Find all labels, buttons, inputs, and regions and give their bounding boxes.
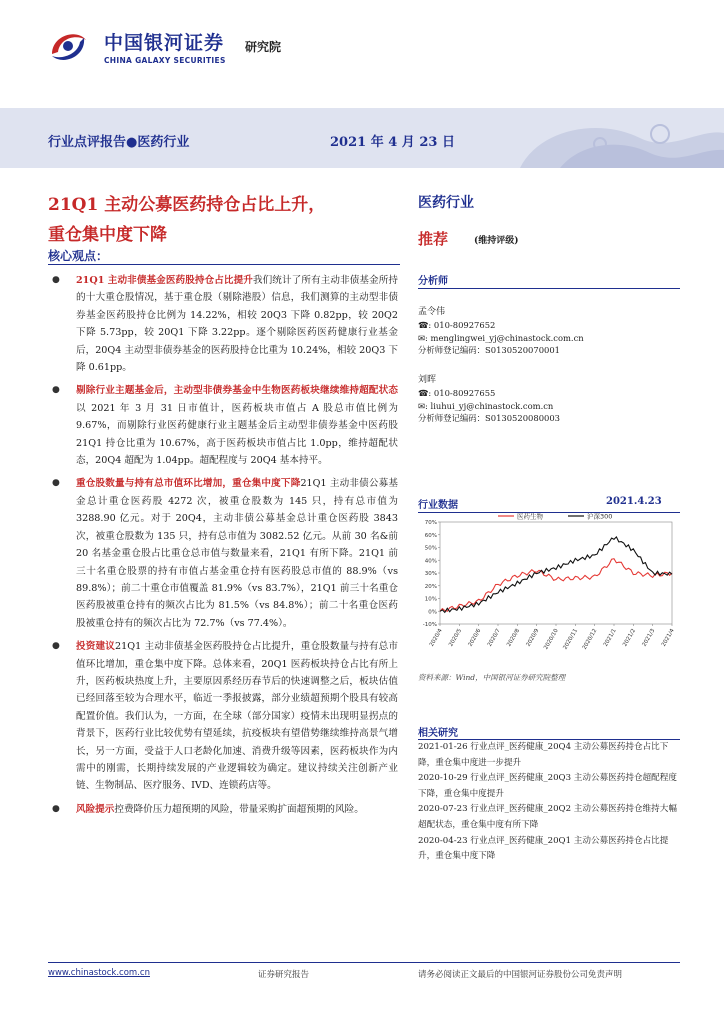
brand-name-cn: 中国银河证券 xyxy=(104,32,225,54)
bullet-body: 以 2021 年 3 月 31 日市值计，医药板块市值占 A 股总市值比例为 9.67%，而剔除行业医药健康行业主题基金后主动型非债券基金中医药股 21Q1 持仓比重为 10.67%，高于医药板块市值占比 1.0pp，维持超配状态，20Q4 超配为 1.04pp。超配程度与 20Q4 基本持平。 xyxy=(76,402,398,467)
x-tick-label: 2021/1 xyxy=(602,628,618,648)
institute-label: 研究院 xyxy=(245,40,282,54)
research-item[interactable]: 2020-10-29 行业点评_医药健康_20Q3 主动公募医药持仓超配程度下降，重仓集中度提升 xyxy=(418,773,677,799)
x-tick-label: 2020/11 xyxy=(562,628,580,651)
x-tick-label: 2020/7 xyxy=(486,628,502,648)
galaxy-logo-icon xyxy=(46,24,90,68)
bullet-item xyxy=(48,475,398,632)
report-title xyxy=(48,190,325,250)
industry-data-date: 2021.4.23 xyxy=(606,496,662,507)
footer-divider xyxy=(48,962,680,963)
series-line-csi300 xyxy=(440,537,672,613)
footer-disclaimer: 请务必阅读正文最后的中国银河证券股份公司免责声明 xyxy=(418,970,623,980)
report-title-line2: 重仓集中度下降 xyxy=(48,225,167,245)
industry-line-chart xyxy=(418,508,680,666)
legend-label: 沪深300 xyxy=(587,512,613,521)
footer-doc-type: 证券研究报告 xyxy=(258,970,310,980)
bullet-item xyxy=(48,801,398,818)
y-tick-label: 40% xyxy=(424,558,437,565)
y-tick-label: 0% xyxy=(428,609,437,616)
bullet-body: 21Q1 主动非债基金医药股持仓占比提升，重仓股数量与持有总市值环比增加，重仓集中度下降。总体来看，20Q1 医药板块持仓占比有所上升，医药板块热度上升，主要原因系经历春节后的快速调整之后，板块估值已经回落至较为合理水平，临近一季报披露，部分业绩超预期个股具有较高配置价值。我们认为，一方面，在全球（部分国家）疫情未出现明显拐点的背景下，医药行业比较优势有望延续，抗疫板块有望借势继续维持高景气增长，另一方面，受益于人口老龄化加速、消费升级等因素，医药板块作为内需中的刚需，长期持续发展的产业逻辑较为确定。建议持续关注创新产业链、生物制品、医疗服务、IVD、连锁药店等。 xyxy=(76,641,399,792)
core-divider xyxy=(48,264,400,265)
rating-note: (维持评级) xyxy=(474,236,519,246)
x-tick-label: 2020/6 xyxy=(467,628,483,648)
analyst-card xyxy=(418,374,680,425)
y-tick-label: 70% xyxy=(424,520,437,526)
bullet-heading: 剔除行业主题基金后，主动型非债券基金中生物医药板块继续维持超配状态 xyxy=(76,385,398,397)
research-item[interactable]: 2020-04-23 行业点评_医药健康_20Q1 主动公募医药持仓占比提升，重仓集中度下降 xyxy=(418,835,669,862)
core-views-label: 核心观点： xyxy=(48,249,109,263)
phone-icon: ☎: xyxy=(418,387,434,398)
bullet-icon: ● xyxy=(52,803,60,814)
bullet-heading: 投资建议 xyxy=(76,641,116,653)
x-tick-label: 2021/2 xyxy=(622,628,638,648)
bullet-heading: 风险提示 xyxy=(76,803,115,815)
x-tick-label: 2021/3 xyxy=(641,628,657,648)
report-date: 2021 年 4 月 23 日 xyxy=(330,135,455,150)
y-tick-label: 10% xyxy=(424,596,437,603)
x-tick-label: 2020/9 xyxy=(525,628,541,648)
bullet-icon: ● xyxy=(52,275,60,285)
analyst-email[interactable]: liuhui_yj@chinastock.com.cn xyxy=(430,400,554,411)
bullet-heading: 21Q1 主动非债基金医药股持仓占比提升 xyxy=(76,275,253,286)
y-tick-label: 20% xyxy=(424,583,437,590)
x-tick-label: 2020/10 xyxy=(543,628,560,651)
brand-name-en: CHINA GALAXY SECURITIES xyxy=(104,56,226,65)
analyst-name: 刘晖 xyxy=(418,375,437,385)
analyst-email[interactable]: menglingwei_yj@chinastock.com.cn xyxy=(430,332,584,343)
phone-icon: ☎: xyxy=(418,319,434,330)
x-tick-label: 2020/4 xyxy=(428,628,444,648)
bullet-body: 我们统计了所有主动非债基金所持的十大重仓股情况，基于重仓股（剔除港股）信息，我们测算的主动型非债券基金医药股持仓比例为 14.22%，相较 20Q3 下降 0.82pp，较 20Q2 下降 5.73pp，较 20Q1 下降 3.22pp。逐个剔除医药医药健康行业基金后，20Q4 主动型非债券基金的医药股持仓比重为 10.24%，相较 20Q3 下降 0.61pp。 xyxy=(76,275,398,374)
analyst-phone: 010-80927652 xyxy=(433,319,496,330)
x-tick-label: 2021/4 xyxy=(660,628,676,648)
footer-website-link[interactable]: www.chinastock.com.cn xyxy=(48,968,150,978)
bullet-body: 21Q1 主动非债公募基金总计重仓医药股 4272 次，被重仓股数为 145 只，持有总市值为 3288.90 亿元。对于 20Q4，主动非债公募基金总计重仓医药股 3843 次，被重仓股数为 135 只，持有总市值为 3082.52 亿元。从前 30 名&前 20 名基金重仓股占比重仓总市值与数量来看，21Q1 有所下降。21Q1 前三十名重仓股票的持有市值占基金重仓持有医药股总市值的 88.9%（vs 89.8%）；前二十重仓市值覆盖 81.9%（vs 83.7%），21Q1 前三十名重仓医药股被重仓持有的频次占比为 81.5%（vs 84.8%）；前二十名重仓医药股被重仓持有的频次占比为 72.7%（vs 77.4%）。 xyxy=(76,478,398,629)
related-research-heading: 相关研究 xyxy=(418,728,458,739)
x-tick-label: 2020/12 xyxy=(581,628,599,651)
bullet-body: 控费降价压力超预期的风险，带量采购扩面超预期的风险。 xyxy=(114,803,364,815)
series-line-pharma xyxy=(440,559,672,612)
email-icon: ✉: xyxy=(418,400,431,411)
analyst-cert-label: 分析师登记编码： xyxy=(418,345,485,356)
legend-label: 医药生物 xyxy=(517,512,543,521)
email-icon: ✉: xyxy=(418,332,431,343)
analyst-cert: S0130520080003 xyxy=(485,413,561,424)
report-title-line1: 21Q1 主动公募医药持仓占比上升， xyxy=(48,195,326,215)
analyst-phone: 010-80927655 xyxy=(433,387,496,398)
sector-name: 医药行业 xyxy=(418,195,474,211)
bullet-icon: ● xyxy=(52,478,60,489)
bullet-item xyxy=(48,382,398,469)
y-tick-label: -10% xyxy=(422,622,437,628)
analyst-name: 孟令伟 xyxy=(418,307,446,317)
bullet-item xyxy=(48,638,398,795)
y-tick-label: 50% xyxy=(424,545,437,552)
bullet-heading: 重仓股数量与持有总市值环比增加，重仓集中度下降 xyxy=(76,478,301,490)
x-tick-label: 2020/8 xyxy=(506,628,522,648)
x-tick-label: 2020/5 xyxy=(448,628,464,648)
research-item[interactable]: 2021-01-26 行业点评_医药健康_20Q4 主动公募医药持仓占比下降，重仓集中度进一步提升 xyxy=(418,742,669,768)
y-tick-label: 60% xyxy=(424,532,437,539)
report-type: 行业点评报告●医药行业 xyxy=(48,135,190,150)
research-item[interactable]: 2020-07-23 行业点评_医药健康_20Q2 主动公募医药持仓维持大幅超配状态，重仓集中度有所下降 xyxy=(418,804,677,830)
rating-label: 推荐 xyxy=(418,230,449,248)
analyst-divider xyxy=(418,288,680,289)
industry-data-heading: 行业数据 xyxy=(418,500,458,511)
chart-source: 资料来源：Wind，中国银河证券研究院整理 xyxy=(418,673,566,682)
y-tick-label: 30% xyxy=(424,571,437,577)
bullet-icon: ● xyxy=(52,641,60,652)
related-research-list xyxy=(418,740,680,865)
analyst-cert-label: 分析师登记编码： xyxy=(418,413,485,424)
bullet-icon: ● xyxy=(52,385,60,396)
analyst-heading: 分析师 xyxy=(418,276,448,287)
analyst-card xyxy=(418,306,680,357)
analyst-cert: S0130520070001 xyxy=(485,345,561,356)
bullet-item xyxy=(48,272,398,376)
core-views-list xyxy=(48,272,398,818)
